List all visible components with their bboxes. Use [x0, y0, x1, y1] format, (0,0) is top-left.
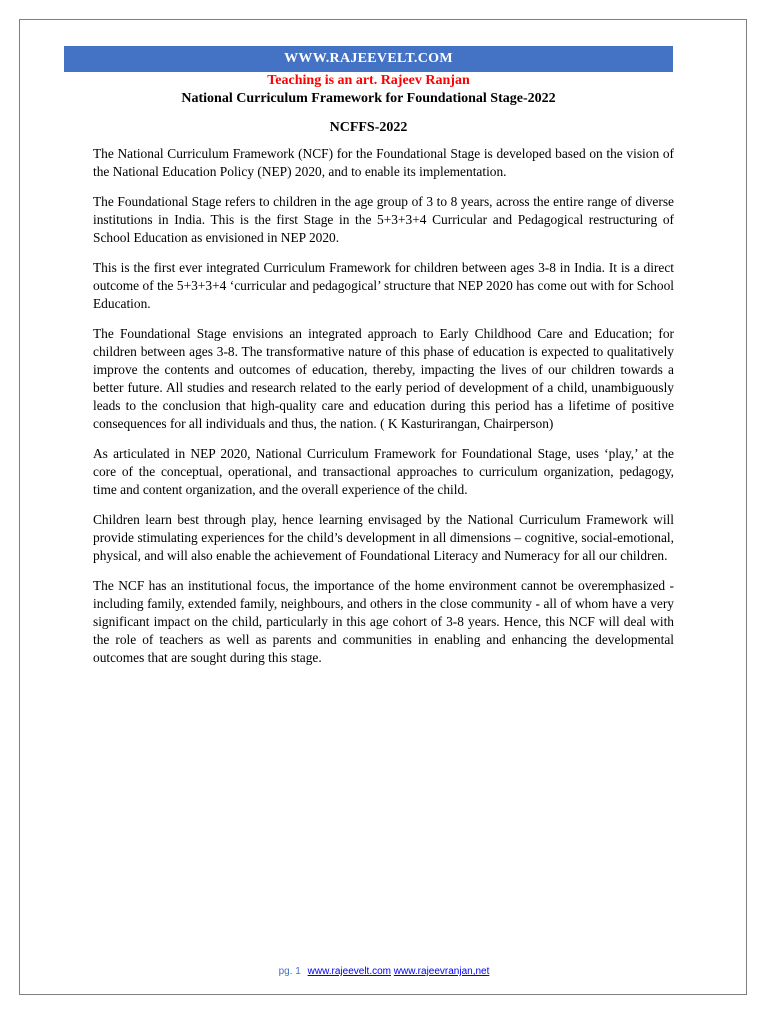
- document-title: National Curriculum Framework for Foundational Stage-2022: [181, 91, 556, 106]
- paragraph: As articulated in NEP 2020, National Curriculum Framework for Foundational Stage, uses ‘play,’ at the core of the conceptual, operational, and transactional approaches to curriculum organization, pedagogy, time and content organization, and the overall experience of the child.: [93, 446, 674, 497]
- page-footer: [0, 966, 768, 977]
- site-header-banner: WWW.RAJEEVELT.COM: [64, 46, 673, 72]
- paragraph: The National Curriculum Framework (NCF) for the Foundational Stage is developed based on the vision of the National Education Policy (NEP) 2020, and to enable its implementation.: [93, 146, 674, 179]
- footer-link-rajeevelt[interactable]: www.rajeevelt.com: [307, 966, 391, 977]
- tagline: Teaching is an art. Rajeev Ranjan: [267, 73, 470, 88]
- paragraph: This is the first ever integrated Curriculum Framework for children between ages 3-8 in India. It is a direct outcome of the 5+3+3+4 ‘curricular and pedagogical’ structure that NEP 2020 has come out with for School Education.: [93, 260, 674, 311]
- page-number: pg. 1: [278, 966, 301, 977]
- paragraph: The Foundational Stage refers to children in the age group of 3 to 8 years, across the entire range of diverse institutions in India. This is the first Stage in the 5+3+3+4 Curricular and Pedagogical restructuring of School Education as envisioned in NEP 2020.: [93, 194, 674, 245]
- document-subtitle: NCFFS-2022: [329, 120, 408, 135]
- paragraph: Children learn best through play, hence learning envisaged by the National Curriculum Framework will provide stimulating experiences for the child’s development in all dimensions – cognitive, social-emotional, physical, and will also enable the achievement of Foundational Literacy and Numeracy for all our children.: [93, 512, 674, 563]
- document-body: [93, 145, 674, 679]
- paragraph: The NCF has an institutional focus, the importance of the home environment cannot be overemphasized - including family, extended family, neighbours, and others in the close community - all of whom have a very significant impact on the child, particularly in this age cohort of 3-8 years. Hence, this NCF will deal with the role of teachers as well as parents and communities in enabling and enhancing the developmental outcomes that are sought during this stage.: [93, 578, 674, 665]
- paragraph: The Foundational Stage envisions an integrated approach to Early Childhood Care and Education; for children between ages 3-8. The transformative nature of this phase of education is expected to qualitatively improve the contents and outcomes of education, thereby, impacting the lives of our children towards a better future. All studies and research related to the early period of development of a child, unambiguously leads to the conclusion that high-quality care and education during this period has a lifetime of positive consequences for all individuals and thus, the nation. ( K Kasturirangan, Chairperson): [93, 326, 674, 431]
- footer-link-rajeevranjan[interactable]: www.rajeevranjan,net: [393, 966, 490, 977]
